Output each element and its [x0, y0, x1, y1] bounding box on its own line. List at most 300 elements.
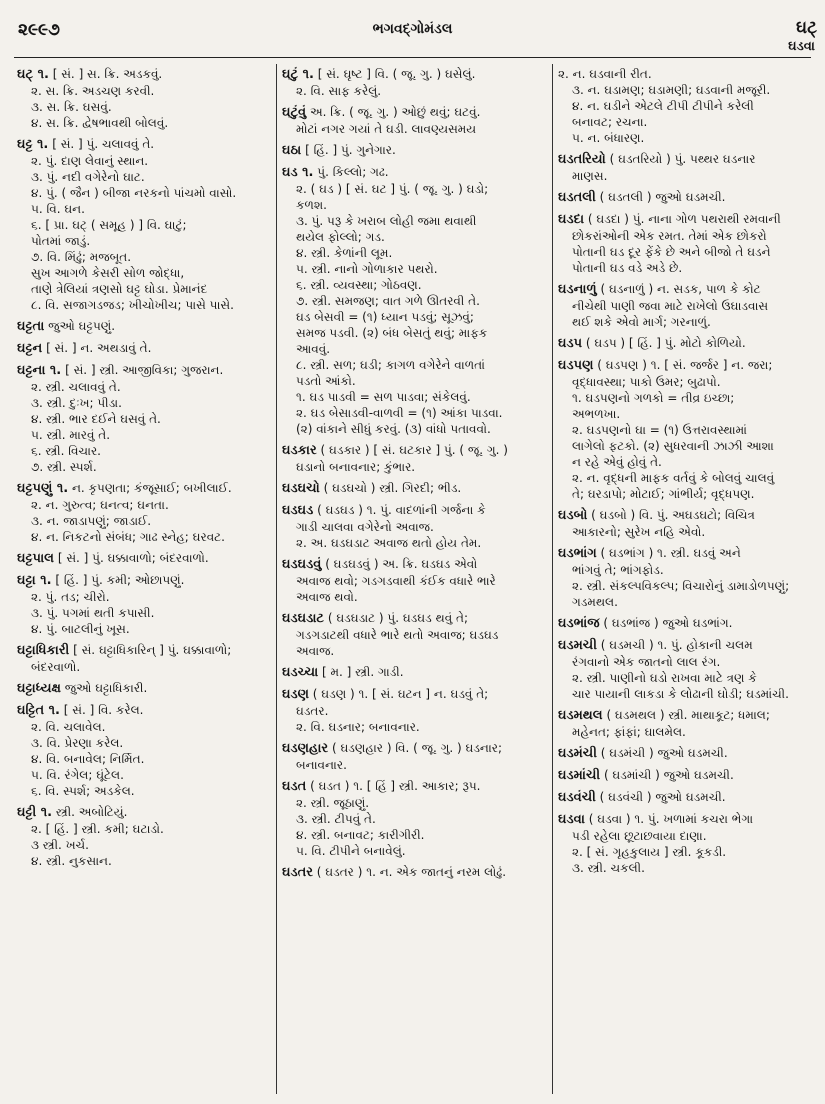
definition-text: ( ઘડમંચી ) જુઓ ઘડમચી. — [600, 746, 728, 760]
entry-line — [17, 735, 273, 751]
dictionary-entry — [282, 778, 549, 859]
dictionary-entry — [17, 362, 273, 475]
definition-text: ૮. સ્ત્રી. સળ; ઘડી; કાગળ વગેરેને વાળતાં — [296, 358, 485, 372]
dictionary-entry — [282, 864, 549, 881]
entry-line — [558, 828, 816, 844]
definition-text: સ્ત્રી. અબોટિયું. — [55, 805, 128, 819]
entry-line — [17, 702, 273, 719]
entry-line — [282, 293, 549, 309]
headword: ઘડપણ — [558, 358, 594, 373]
entry-line — [17, 379, 273, 395]
headword: ઘડતલી — [558, 190, 596, 205]
entry-line — [558, 244, 816, 260]
headword: ઘડતર — [282, 865, 313, 880]
definition-text: ૫. ન. બંધારણ. — [572, 131, 645, 145]
entry-line — [17, 427, 273, 443]
definition-text: ૫. સ્ત્રી. મારવું તે. — [31, 428, 111, 442]
entry-line — [558, 422, 816, 438]
definition-text: ( ઘડપણ ) ૧. [ સં. જર્જર ] ન. જરા; — [597, 358, 773, 372]
entry-line — [282, 843, 549, 859]
dictionary-entry — [558, 66, 816, 146]
definition-text: પું. કિલ્લો; ગઢ. — [317, 165, 389, 179]
definition-text: ૬. [ પ્રા. ઘટ્ ( સમૂહ ) ] વિ. ઘાટું; — [31, 218, 187, 232]
definition-text: ૪. સ્ત્રી. બનાવટ; કારીગીરી. — [296, 828, 425, 842]
headword: ઘડમાંચી — [558, 768, 601, 783]
entry-line — [17, 783, 273, 799]
dictionary-entry — [282, 104, 549, 137]
definition-text: સુખ આગળે કેસરી સોળ જોદ્ધા, — [31, 266, 185, 280]
entry-line — [558, 114, 816, 130]
definition-text: અવાજ થવો. — [296, 590, 358, 604]
entry-line — [282, 341, 549, 357]
definition-text: ૪. સ્ત્રી. નુકસાન. — [31, 854, 112, 868]
definition-text: ૨. વિ. ઘડનાર; બનાવનાર. — [296, 720, 420, 734]
definition-text: પોતાની ઘડ દૂર ફેંકે છે અને બીજો તે ઘડને — [572, 245, 771, 259]
headword: ઘટ્ટપાલ — [17, 551, 54, 566]
headword: ઘટ્ટાધ્યક્ષ — [17, 681, 61, 696]
entry-line — [282, 643, 549, 659]
entry-line — [282, 703, 549, 719]
definition-text: જુઓ ઘટ્ટાધિકારી. — [64, 681, 148, 695]
entry-line — [17, 605, 273, 621]
dictionary-entry — [282, 142, 549, 159]
entry-line — [558, 66, 816, 82]
entry-line — [17, 443, 273, 459]
definition-text: ૪. સ્ત્રી. કેળાંની લૂમ. — [296, 246, 393, 260]
entry-line — [558, 281, 816, 298]
entry-line — [558, 82, 816, 98]
dictionary-entry — [17, 702, 273, 799]
definition-text: આકારનો; સુરેખ નહિ એવો. — [572, 525, 706, 539]
definition-text: ૮. વિ. સજાગડજડ; ખીચોખીચ; પાસે પાસે. — [31, 298, 234, 312]
definition-text: ન રહે એવું હોવું તે. — [572, 455, 662, 469]
dictionary-entry — [17, 572, 273, 637]
entry-line — [17, 459, 273, 475]
entry-line — [558, 374, 816, 390]
entry-line — [17, 395, 273, 411]
definition-text: ૩. ન. ઘડામણ; ઘડામણી; ઘડવાની મજૂરી. — [572, 83, 771, 97]
entry-line — [282, 719, 549, 735]
entry-line — [558, 707, 816, 724]
entry-line — [17, 513, 273, 529]
definition-text: [ સં. ] વિ. કરેલ. — [63, 703, 144, 717]
definition-text: ૫. વિ. ટીપીને બનાવેલું. — [296, 844, 406, 858]
definition-text: ( ઘડનાળું ) ન. સડક, પાળ કે કોટ — [600, 282, 761, 296]
definition-text: [ સં. ] ન. અથડાવું તે. — [46, 341, 152, 355]
entry-line — [17, 66, 273, 83]
entry-line — [558, 470, 816, 486]
headword: ઘડબો — [558, 508, 588, 523]
entry-line — [558, 130, 816, 146]
headword: ઘડઘડવું — [282, 557, 322, 572]
entry-line — [282, 421, 549, 437]
entry-line — [558, 260, 816, 276]
entry-line — [282, 480, 549, 497]
headword: ઘટ્ટપણું ૧. — [17, 481, 69, 496]
entry-line — [558, 844, 816, 860]
definition-text: કળશ. — [296, 198, 327, 212]
definition-text: ૨. અ. ઘડઘડાટ અવાજ થતો હોય તેમ. — [296, 536, 482, 550]
entry-line — [282, 229, 549, 245]
definition-text: ઘડ બેસવી = (૧) ધ્યાન પડવું; સૂઝવું; — [296, 310, 474, 324]
definition-text: ૬. સ્ત્રી. વ્યવસ્થા; ગોઠવણ. — [296, 278, 422, 292]
dictionary-entry — [558, 335, 816, 352]
headword: ઘડણહાર — [282, 741, 329, 756]
entry-line — [282, 325, 549, 341]
definition-text: ( ઘડણ ) ૧. [ સં. ઘટન ] ન. ઘડવું તે; — [312, 687, 489, 701]
definition-text: ( ઘડતરિયો ) પું. પથ્થર ઘડનાર — [609, 152, 756, 166]
headword: ઘડમંચી — [558, 746, 597, 761]
dictionary-entry — [558, 357, 816, 502]
entry-line — [558, 811, 816, 828]
entry-line — [282, 181, 549, 197]
entry-line — [282, 686, 549, 703]
headword: ઘડદા — [558, 212, 585, 227]
entry-line — [558, 189, 816, 206]
entry-line — [558, 98, 816, 114]
definition-text: અવાજ થવો; ગડગડવાથી કંઈક વધારે ભારે — [296, 574, 496, 588]
definition-text: ( ઘડણહાર ) વિ. ( જૂ. ગુ. ) ઘડનાર; — [331, 741, 503, 755]
definition-text: તે; ઘરડાપો; મોટાઈ; ગાંભીર્ય; વૃદ્ધપણ. — [572, 487, 755, 501]
entry-line — [17, 659, 273, 675]
definition-text: અવાજ. — [296, 644, 335, 658]
definition-text: બંદરવાળો. — [31, 660, 81, 674]
definition-text: વૃદ્ધાવસ્થા; પાકો ઉમર; બુઢાપો. — [572, 375, 721, 389]
definition-text: ૪. ન. ઘડીને એટલે ટીપી ટીપીને કરેલી — [572, 99, 754, 113]
entry-line — [17, 169, 273, 185]
definition-text: ૪. વિ. બનાવેલ; નિર્મિત. — [31, 752, 145, 766]
entry-line — [282, 197, 549, 213]
definition-text: [ સં. ] પું. ઘક્કાવાળો; બંદરવાળો. — [57, 551, 209, 565]
definition-text: ૩. ન. જાડાપણું; જાડાઈ. — [31, 514, 152, 528]
headword: ઘડતરિયો — [558, 152, 606, 167]
column-divider — [276, 64, 277, 1094]
entry-line — [558, 298, 816, 314]
entry-line — [558, 168, 816, 184]
entry-line — [558, 507, 816, 524]
definition-text: ૨. વિ. સાફ કરેલું. — [296, 84, 382, 98]
dictionary-entry — [558, 151, 816, 184]
definition-text: ઘડતર. — [296, 704, 329, 718]
definition-text: ૩. વિ. પ્રેરણા કરેલ. — [31, 736, 124, 750]
dictionary-entry — [558, 767, 816, 784]
dictionary-entry — [17, 680, 273, 697]
entry-line — [282, 405, 549, 421]
entry-line — [558, 745, 816, 762]
headword: ઘટું ૧. — [282, 67, 314, 82]
entry-line — [282, 66, 549, 83]
entry-line — [282, 213, 549, 229]
definition-text: ( ઘડત ) ૧. [ હિં ] સ્ત્રી. આકાર; રૂપ. — [310, 779, 481, 793]
entry-line — [17, 853, 273, 869]
entry-line — [17, 767, 273, 783]
entry-line — [17, 589, 273, 605]
definition-text: ( ઘડદા ) પું. નાના ગોળ પથરાથી રમવાની — [587, 212, 781, 226]
entry-line — [282, 373, 549, 389]
definition-text: ( ઘડવંચી ) જુઓ ઘડમચી. — [599, 790, 726, 804]
entry-line — [558, 860, 816, 876]
dictionary-entry — [558, 281, 816, 330]
headword: ઘડનાળું — [558, 282, 597, 297]
definition-text: ૧. ઘડપણનો ગળકો = તીવ્ર ઇચ્છા; — [572, 391, 735, 405]
definition-text: ૨. [ હિં. ] સ્ત્રી. કમી; ઘટાડો. — [31, 822, 164, 836]
definition-text: પોતાની ઘડ વડે અડે છે. — [572, 261, 683, 275]
dictionary-entry — [17, 136, 273, 313]
entry-line — [558, 454, 816, 470]
headword: ઘડઘડાટ — [282, 611, 325, 626]
dictionary-entry — [17, 318, 273, 335]
definition-text: ૨. સ્ત્રી. જૂઠાણું. — [296, 796, 370, 810]
entry-line — [17, 115, 273, 131]
entry-line — [282, 627, 549, 643]
entry-line — [17, 136, 273, 153]
definition-text: ૭. વિ. મિંઢું; મજબૂત. — [31, 250, 132, 264]
entry-line — [558, 670, 816, 686]
headword: ઘટ્ટી ૧. — [17, 805, 53, 820]
dictionary-entry — [558, 189, 816, 206]
page-title: ભગવદ્ગોમંડલ — [372, 21, 453, 37]
entry-line — [17, 340, 273, 357]
definition-text: ૨. ઘડ બેસાડવી-વાળવી = (૧) આંકા પાડવા. — [296, 406, 503, 420]
definition-text: ન. કૃપણતા; કંજૂસાઈ; બખીલાઈ. — [71, 481, 232, 495]
entry-line — [17, 411, 273, 427]
definition-text: ૧. ઘડ પાડવી = સળ પાડવા; સંકેલવું. — [296, 390, 471, 404]
dictionary-entry — [17, 66, 273, 131]
entry-line — [558, 357, 816, 374]
definition-text: [ સં. ] પું. ચલાવવું તે. — [52, 137, 155, 151]
entry-line — [558, 654, 816, 670]
entry-line — [17, 265, 273, 281]
definition-text: ૫. સ્ત્રી. નાનો ગોળાકાર પથરો. — [296, 262, 438, 276]
headword: ઘડભાંગ — [558, 546, 597, 561]
dictionary-entry — [17, 480, 273, 545]
headword: ઘડઘચો — [282, 481, 320, 496]
entry-line — [17, 621, 273, 637]
definition-text: ૩. પું. પરૂ કે ખરાબ લોહી જમા થવાથી — [296, 214, 477, 228]
headword: ઘટ્ટન — [17, 341, 43, 356]
definition-text: મોટાં નગર ગયાં તે ઘડી. લાવણ્યસમય — [296, 122, 477, 136]
definition-text: ૩. પું. પગમાં થતી કપાસી. — [31, 606, 155, 620]
definition-text: મહેનત; ફાંફાં; ઘાલમેલ. — [572, 725, 686, 739]
definition-text: ( ઘડકાર ) [ સં. ઘટકાર ] પું. ( જૂ. ગુ. ) — [320, 443, 508, 457]
entry-line — [282, 459, 549, 475]
definition-text: ૩. સ્ત્રી. ટીપવું તે. — [296, 812, 376, 826]
definition-text: થયેલ ફોલ્લો; ગડ. — [296, 230, 385, 244]
entry-line — [282, 519, 549, 535]
dictionary-entry — [558, 615, 816, 632]
column-divider — [552, 64, 553, 1094]
headword: ઘટ્ટ ૧. — [17, 137, 49, 152]
entry-line — [17, 83, 273, 99]
definition-text: અભળખા. — [572, 407, 621, 421]
entry-line — [558, 406, 816, 422]
dictionary-entry — [558, 545, 816, 610]
entry-line — [282, 740, 549, 757]
headword: ઘડત — [282, 779, 307, 794]
definition-text: ૩. સ્ત્રી. ચકલી. — [572, 861, 645, 875]
entry-line — [558, 594, 816, 610]
definition-text: ૨. સ. ક્રિ. અડચણ કરવી. — [31, 84, 155, 98]
definition-text: ૨. પું. દાણ લેવાનું સ્થાન. — [31, 154, 149, 168]
entry-line — [17, 233, 273, 249]
dictionary-entry — [17, 550, 273, 567]
dictionary-entry — [558, 789, 816, 806]
definition-text: ૪. પું. ( જૈન ) બીજા નરકનો પાંચમો વાસો. — [31, 186, 237, 200]
headword: ઘડઘડ — [282, 503, 314, 518]
guide-word-bottom: ઘડવા — [788, 39, 815, 54]
entry-line — [558, 789, 816, 806]
definition-text: ( ઘડભાંજ ) જુઓ ઘડભાંગ. — [603, 616, 733, 630]
column-1 — [17, 66, 273, 1098]
dictionary-entry — [558, 637, 816, 702]
definition-text: જુઓ ઘટ્ટપણું. — [48, 319, 116, 333]
dictionary-entry — [282, 610, 549, 659]
definition-text: [ મ. ] સ્ત્રી. ગાડી. — [322, 665, 404, 679]
entry-line — [282, 277, 549, 293]
definition-text: ૩ સ્ત્રી. ખર્ચ. — [31, 838, 89, 852]
entry-line — [282, 795, 549, 811]
definition-text: [ સં. ] સ્ત્રી. આજીવિકા; ગુજરાન. — [65, 363, 224, 377]
entry-line — [17, 201, 273, 217]
definition-text: ( ઘડતલી ) જુઓ ઘડમચી. — [599, 190, 726, 204]
definition-text: [ હિં. ] પું. ગુનેગાર. — [305, 143, 396, 157]
definition-text: પોતમાં જાડું. — [31, 234, 91, 248]
dictionary-entry — [282, 740, 549, 773]
headword: ઘડમથલ — [558, 708, 603, 723]
headword: ઘઠા — [282, 143, 302, 158]
entry-line — [17, 281, 273, 297]
definition-text: (૨) વાંકાને સીધું કરવું. (૩) વાંધો પતાવવો. — [296, 422, 491, 436]
headword: ઘટ્ટા ૧. — [17, 573, 52, 588]
definition-text: ૬. વિ. સ્પર્શ; અડકેલ. — [31, 784, 135, 798]
definition-text: થઈ શકે એવો માર્ગ; ગરનાળું. — [572, 315, 711, 329]
headword: ઘડમચી — [558, 638, 597, 653]
dictionary-entry — [282, 686, 549, 735]
entry-line — [17, 185, 273, 201]
entry-line — [282, 309, 549, 325]
definition-text: ( ઘડઘચો ) સ્ત્રી. ગિરદી; ભીડ. — [323, 481, 462, 495]
headword: ઘડકાર — [282, 443, 317, 458]
entry-line — [17, 362, 273, 379]
dictionary-entry — [558, 707, 816, 740]
entry-line — [17, 99, 273, 115]
entry-line — [282, 261, 549, 277]
entry-line — [282, 389, 549, 405]
entry-line — [282, 556, 549, 573]
entry-line — [17, 480, 273, 497]
headword: ઘટ્ટિત ૧. — [17, 703, 60, 718]
entry-line — [282, 357, 549, 373]
definition-text: ૨. ( ઘડ ) [ સં. ઘટ ] પું. ( જૂ. ગુ. ) ઘડો; — [296, 182, 489, 196]
entry-line — [558, 438, 816, 454]
dictionary-entry — [558, 507, 816, 540]
entry-line — [558, 390, 816, 406]
definition-text: બનાવટ; રચના. — [572, 115, 648, 129]
entry-line — [558, 562, 816, 578]
headword: ઘડપ — [558, 336, 583, 351]
definition-text: ૪. પું. બાટલીનું ખૂસ. — [31, 622, 130, 636]
entry-line — [558, 211, 816, 228]
headword: ઘટ્ ૧. — [17, 67, 49, 82]
definition-text: [ સં. ] સ. ક્રિ. અડકવું. — [52, 67, 163, 81]
headword: ઘડચ્ચા — [282, 665, 319, 680]
definition-text: ( ઘડવા ) ૧. પું. ખળામાં કચરા ભેગા — [588, 812, 754, 826]
entry-line — [17, 318, 273, 335]
entry-line — [558, 545, 816, 562]
dictionary-entry — [282, 664, 549, 681]
definition-text: ૨. ઘડપણનો ઘા = (૧) ઉત્તરાવસ્થામાં — [572, 423, 747, 437]
definition-text: ભાંગવું તે; ભાંગફોડ. — [572, 563, 664, 577]
dictionary-entry — [17, 804, 273, 869]
headword: ઘટ્ટતા — [17, 319, 45, 334]
dictionary-entry — [282, 556, 549, 605]
entry-line — [282, 442, 549, 459]
definition-text: ૭. સ્ત્રી. સ્પર્શ. — [31, 460, 97, 474]
entry-line — [17, 680, 273, 697]
definition-text: ગાડી ચાલવા વગેરેનો અવાજ. — [296, 520, 434, 534]
definition-text: ( ઘડભાંગ ) ૧. સ્ત્રી. ઘડવું અને — [600, 546, 741, 560]
entry-line — [558, 637, 816, 654]
definition-text: ૩. સ્ત્રી. દુઃખ; પીડા. — [31, 396, 122, 410]
entry-line — [282, 610, 549, 627]
entry-line — [282, 245, 549, 261]
entry-line — [558, 314, 816, 330]
entry-line — [17, 297, 273, 313]
entry-line — [282, 83, 549, 99]
definition-text: ( ઘડમચી ) ૧. પું. હોકાની ચલમ — [600, 638, 753, 652]
dictionary-entry — [282, 442, 549, 475]
definition-text: ૨. વિ. ચલાવેલ. — [31, 720, 106, 734]
entry-line — [282, 121, 549, 137]
entry-line — [558, 335, 816, 352]
entry-line — [282, 827, 549, 843]
page-number: ૨૯૯૭ — [18, 20, 60, 40]
guide-word-top: ઘટ્ — [796, 18, 817, 38]
entry-line — [17, 821, 273, 837]
entry-line — [282, 142, 549, 159]
definition-text: પડતો આંકો. — [296, 374, 356, 388]
definition-text: ૨. ન. ઘડવાની રીત. — [558, 67, 652, 81]
entry-line — [558, 615, 816, 632]
dictionary-entry — [282, 164, 549, 437]
entry-line — [558, 686, 816, 702]
definition-text: ૨. ન. ગુરુત્વ; ઘનત્વ; ઘનતા. — [31, 498, 169, 512]
entry-line — [282, 535, 549, 551]
definition-text: ૭. સ્ત્રી. સમજણ; વાત ગળે ઊતરવી તે. — [296, 294, 480, 308]
entry-line — [17, 572, 273, 589]
headword: ઘડણ — [282, 687, 309, 702]
definition-text: ૫. વિ. રંગેલ; ઘૂંટેલ. — [31, 768, 124, 782]
entry-line — [282, 502, 549, 519]
definition-text: ૫. વિ. ઘન. — [31, 202, 85, 216]
definition-text: ગડગડાટથી વધારે ભારે થતો અવાજ; ઘડઘડ — [296, 628, 499, 642]
entry-line — [282, 573, 549, 589]
definition-text: ૪. ન. નિકટનો સંબંધ; ગાઢ સ્નેહ; ઘરવટ. — [31, 530, 225, 544]
definition-text: ૬. સ્ત્રી. વિચાર. — [31, 444, 101, 458]
definition-text: રંગવાનો એક જાતનો લાલ રંગ. — [572, 655, 721, 669]
definition-text: સમજ પડવી. (૨) બંધ બેસતું થવું; માફક — [296, 326, 488, 340]
column-3 — [558, 66, 816, 1098]
definition-text: પડી રહેલા છૂટાછવાયા દાણા. — [572, 829, 707, 843]
entry-line — [17, 529, 273, 545]
definition-text: ( ઘડમથલ ) સ્ત્રી. માથાકૂટ; ધમાલ; — [606, 708, 770, 722]
definition-text: માણસ. — [572, 169, 608, 183]
dictionary-entry — [558, 211, 816, 276]
dictionary-entry — [282, 480, 549, 497]
headword: ઘટ્ટાધિકારી — [17, 643, 70, 658]
definition-text: [ સં. ઘટ્ટાધિકારિન્ ] પું. ઘક્કાવાળો; — [73, 643, 232, 657]
definition-text: ૨. [ સં. ગૃહકુલાય ] સ્ત્રી. કૂકડી. — [572, 845, 727, 859]
